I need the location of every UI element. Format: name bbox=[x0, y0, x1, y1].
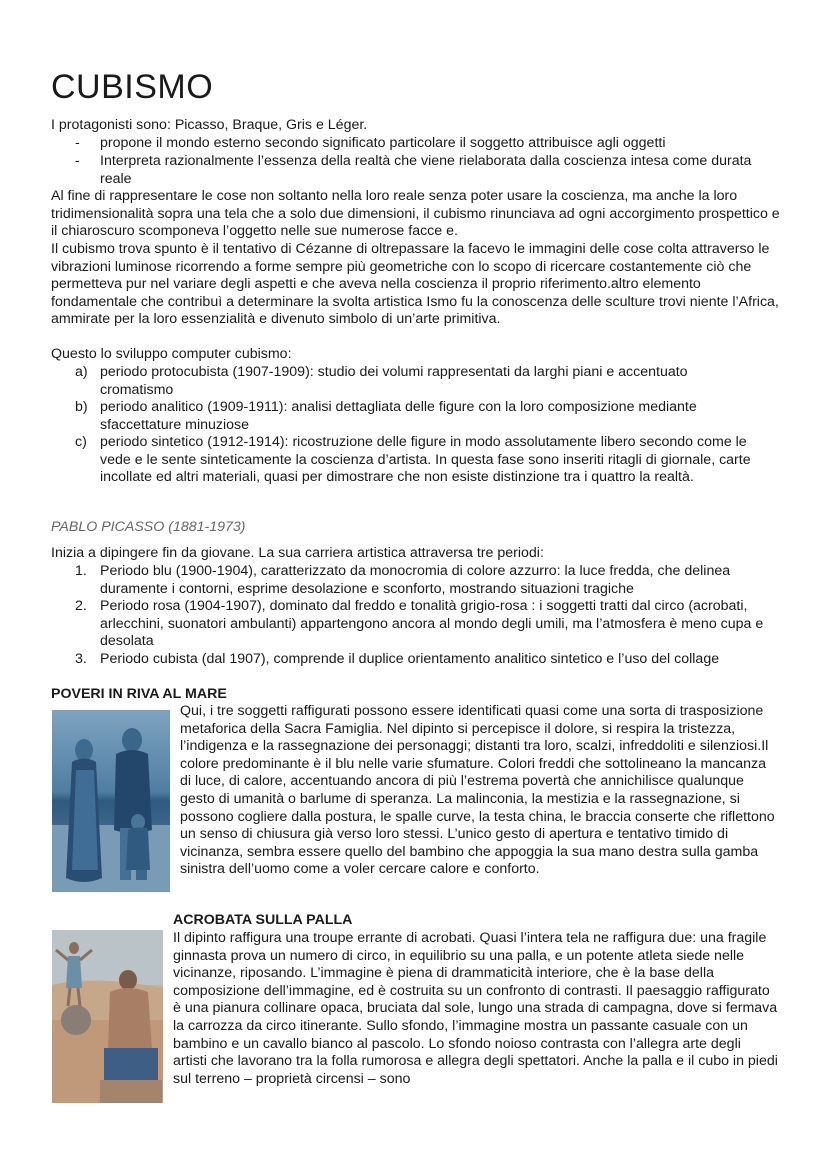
list-marker: 2. bbox=[75, 598, 87, 614]
dash-marker: - bbox=[75, 153, 80, 169]
painting-acrobata-sulla-palla bbox=[52, 930, 163, 1103]
paragraph-poveri: Qui, i tre soggetti raffigurati possono essere identificati quasi come una sorta di trasposizione metaforica della Sacra Famiglia. Nel dipinto si percepisce il dolore, si respira la tristezza, l’indigenza e la rassegnazione dei personaggi; distanti tra loro, scalzi, infreddoliti e silenziosi.Il colore predominante è il blu nelle varie sfumature. Colori freddi che sottolineano la mancanza di luce, di calore, accentuando ancora di più l’estrema povertà che annichilisce qualunque gesto di umanità o barlume di speranza. La malinconia, la mestizia e la rassegnazione, si possono cogliere dalla postura, le spalle curve, la testa china, le braccia conserte che riflettono un senso di chiusura già verso loro stessi. L’unico gesto di apertura e tentativo timido di vicinanza, sembra essere quello del bambino che appoggia la sua mano destra sulla gamba sinistra dell’uomo come a voler cercare calore e conforto. bbox=[180, 703, 775, 878]
list-marker: b) bbox=[75, 399, 88, 415]
page-title: CUBISMO bbox=[51, 68, 214, 106]
list-item: Interpreta razionalmente l’essenza della realtà che viene rielaborata dalla coscienza intesa come durata reale bbox=[100, 153, 752, 187]
paragraph: Il cubismo trova spunto è il tentativo di Cézanne di oltrepassare la facevo le immagini delle cose colta attraverso le vibrazioni luminose ricorrendo a forme sempre più geometriche con lo scopo di ricercare costantemente ciò che permetteva pur nel variare degli aspetti e che aveva nella coscienza il proprio riferimento.altro elemento fondamentale che contribuì a determinare la svolta artistica Ismo fu la conoscenza delle sculture trovi niente l’Africa, ammirate per la loro essenzialità e divenuto simbolo di un’arte primitiva. bbox=[51, 241, 779, 328]
list-marker: 3. bbox=[75, 651, 87, 667]
intro-line: I protagonisti sono: Picasso, Braque, Gris e Léger. bbox=[51, 117, 368, 133]
section-heading-picasso: PABLO PICASSO (1881-1973) bbox=[51, 519, 246, 535]
dash-marker: - bbox=[75, 135, 80, 151]
list-item: propone il mondo esterno secondo significato particolare il soggetto attribuisce agli oggetti bbox=[100, 135, 666, 151]
painting-poveri-in-riva-al-mare bbox=[52, 710, 170, 892]
list-item: periodo analitico (1909-1911): analisi dettagliata delle figure con la loro composizione mediante sfaccettature minuziose bbox=[100, 399, 697, 433]
list-marker: 1. bbox=[75, 563, 87, 579]
list-item: periodo sintetico (1912-1914): ricostruzione delle figure in modo assolutamente libero secondo come le vede e le sente sinteticamente la coscienza d’artista. In questa fase sono inseriti ritagli di giornale, carte incollate ed altri materiali, quasi per dimostrare che non esiste distinzione tra i quattro la realtà. bbox=[100, 434, 751, 486]
list-item: Periodo rosa (1904-1907), dominato dal freddo e tonalità grigio-rosa : i soggetti tratti dal circo (acrobati, arlecchini, suonatori ambulanti) appartengono ancora al mondo degli umili, ma l’atmosfera è meno cupa e desolata bbox=[100, 598, 764, 650]
paragraph-acrobata: Il dipinto raffigura una troupe errante di acrobati. Quasi l’intera tela ne raffigura due: una fragile ginnasta prova un numero di circo, in equilibrio su una palla, e un potente atleta siede nelle vicinanze, riposando. L’immagine è piena di drammaticità interiore, che è la base della composizione dell’immagine, ed è costruita su un confronto di contrasti. Il paesaggio raffigurato è una pianura collinare opaca, bruciata dal sole, lungo una strada di campagna, dove si fermava la carrozza da circo itinerante. Sullo sfondo, l’immagine mostra un passante casuale con un bambino e un cavallo bianco al pascolo. Lo sfondo noioso contrasta con l’allegra arte degli artisti che lavorano tra la folla rumorosa e allegra degli spettatori. Anche la palla e il cubo in piedi sul terreno – proprietà circensi – sono bbox=[173, 930, 778, 1087]
list-item: Periodo cubista (dal 1907), comprende il duplice orientamento analitico sintetico e l’uso del collage bbox=[100, 651, 720, 667]
section-heading-acrobata: ACROBATA SULLA PALLA bbox=[173, 912, 353, 928]
paragraph: Inizia a dipingere fin da giovane. La sua carriera artistica attraversa tre periodi: bbox=[51, 545, 544, 561]
list-item: periodo protocubista (1907-1909): studio dei volumi rappresentati da larghi piani e accentuato cromatismo bbox=[100, 364, 688, 398]
list-item: Periodo blu (1900-1904), caratterizzato da monocromia di colore azzurro: la luce fredda, che delinea duramente i contorni, esprime desolazione e sconforto, mostrando situazioni tragiche bbox=[100, 563, 731, 597]
paragraph: Questo lo sviluppo computer cubismo: bbox=[51, 346, 292, 362]
paragraph: Al fine di rappresentare le cose non soltanto nella loro reale senza poter usare la coscienza, ma anche la loro tridimensionalità sopra una tela che a solo due dimensioni, il cubismo rinunciava ad ogni accorgimento prospettico e il chiaroscuro scomponeva l’oggetto nelle sue numerose facce e. bbox=[51, 188, 780, 240]
list-marker: a) bbox=[75, 364, 88, 380]
list-marker: c) bbox=[75, 434, 87, 450]
section-heading-poveri: POVERI IN RIVA AL MARE bbox=[51, 686, 227, 702]
